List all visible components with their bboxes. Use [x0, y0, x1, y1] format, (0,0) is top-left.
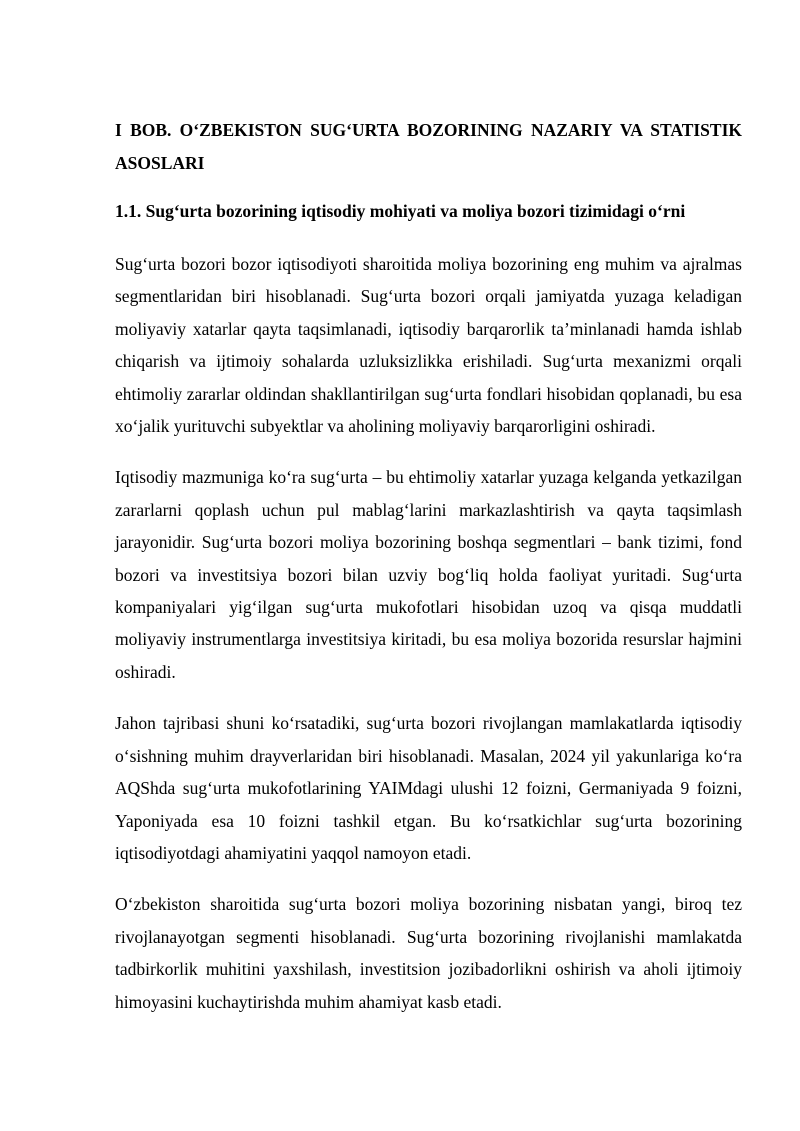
paragraph-2: Iqtisodiy mazmuniga ko‘ra sug‘urta – bu ehtimoliy xatarlar yuzaga kelganda yetkazilgan zararlarni qoplash uchun pul mablag‘larini markazlashtirish va qayta taqsimlash jarayonidir. Sug‘urta bozori moliya bozorining boshqa segmentlari – bank tizimi, fond bozori va investitsiya bozori bilan uzviy bog‘liq holda faoliyat yuritadi. Sug‘urta kompaniyalari yig‘ilgan sug‘urta mukofotlari hisobidan uzoq va qisqa muddatli moliyaviy instrumentlarga investitsiya kiritadi, bu esa moliya bozorida resurslar hajmini oshiradi.	[115, 467, 742, 682]
paragraph-3: Jahon tajribasi shuni ko‘rsatadiki, sug‘urta bozori rivojlangan mamlakatlarda iqtisodiy o‘sishning muhim drayverlaridan biri hisoblanadi. Masalan, 2024 yil yakunlariga ko‘ra AQShda sug‘urta mukofotlarining YAIMdagi ulushi 12 foizni, Germaniyada 9 foizni, Yaponiyada esa 10 foizni tashkil etgan. Bu ko‘rsatkichlar sug‘urta bozorining iqtisodiyotdagi ahamiyatini yaqqol namoyon etadi.	[115, 713, 742, 863]
section-title: 1.1. Sug‘urta bozorining iqtisodiy mohiyati va moliya bozori tizimidagi o‘rni	[115, 201, 686, 221]
paragraph-4: O‘zbekiston sharoitida sug‘urta bozori moliya bozorining nisbatan yangi, biroq tez rivojlanayotgan segmenti hisoblanadi. Sug‘urta bozorining rivojlanishi mamlakatda tadbirkorlik muhitini yaxshilash, investitsion jozibadorlikni oshirish va aholi ijtimoiy himoyasini kuchaytirishda muhim ahamiyat kasb etadi.	[115, 894, 742, 1012]
document-page	[115, 114, 742, 1018]
chapter-title: I BOB. O‘ZBEKISTON SUG‘URTA BOZORINING NAZARIY VA STATISTIK ASOSLARI	[115, 120, 742, 173]
paragraph-1: Sug‘urta bozori bozor iqtisodiyoti sharoitida moliya bozorining eng muhim va ajralmas segmentlaridan biri hisoblanadi. Sug‘urta bozori orqali jamiyatda yuzaga keladigan moliyaviy xatarlar qayta taqsimlanadi, iqtisodiy barqarorlik ta’minlanadi hamda ishlab chiqarish va ijtimoiy sohalarda uzluksizlikka erishiladi. Sug‘urta mexanizmi orqali ehtimoliy zararlar oldindan shakllantirilgan sug‘urta fondlari hisobidan qoplanadi, bu esa xo‘jalik yurituvchi subyektlar va aholining moliyaviy barqarorligini oshiradi.	[115, 254, 742, 437]
